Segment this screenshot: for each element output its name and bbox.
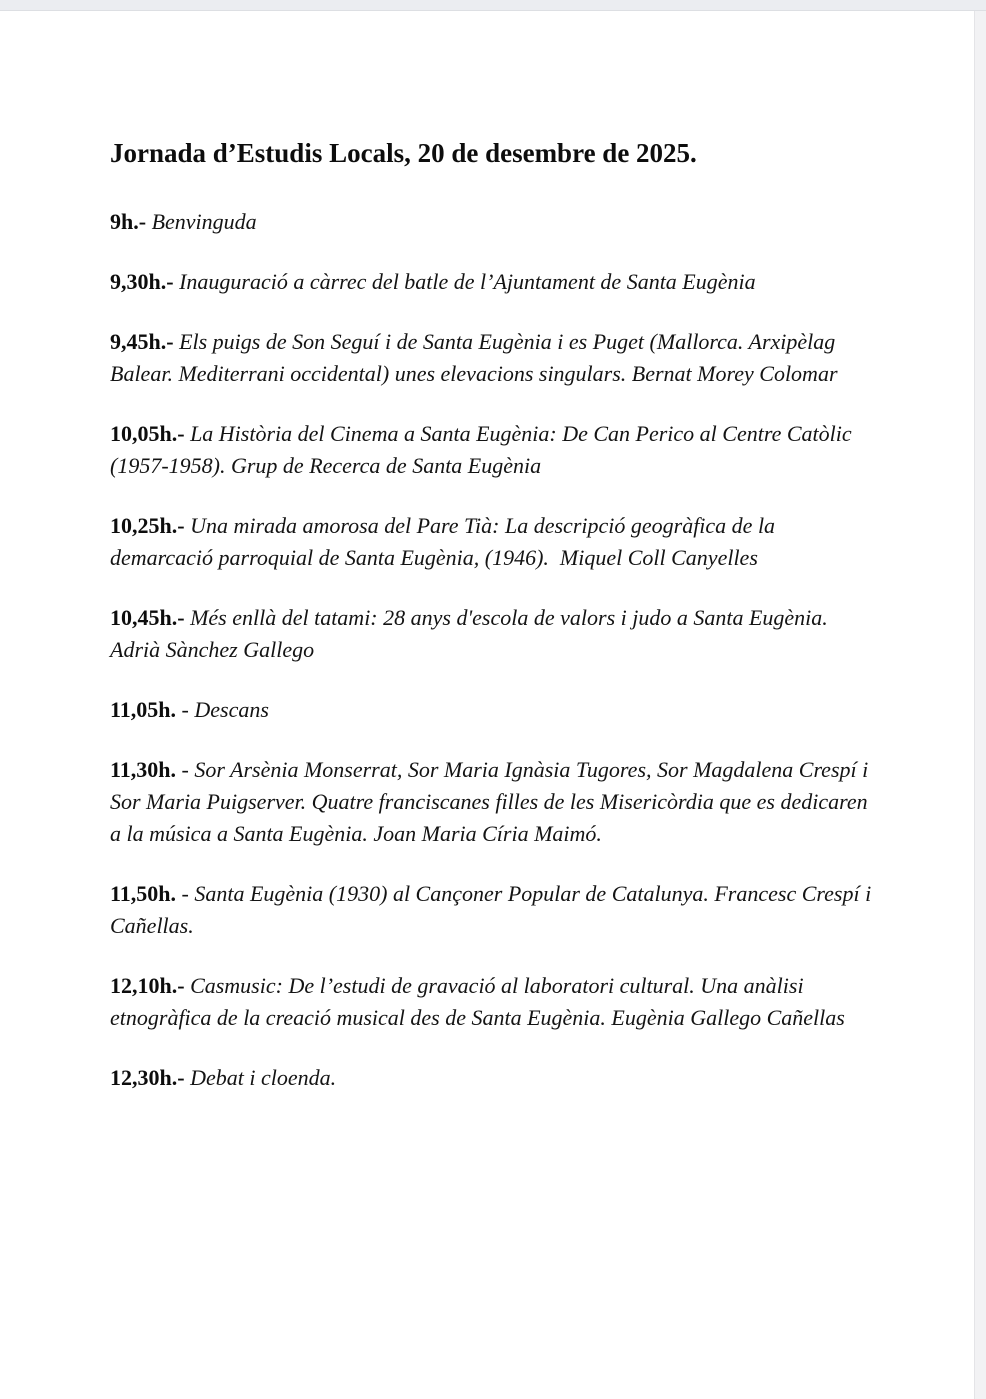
entry-description: - Santa Eugènia (1930) al Cançoner Popular de Catalunya. Francesc Crespí i Cañellas. [110, 881, 877, 938]
entry-description: Una mirada amorosa del Pare Tià: La descripció geogràfica de la demarcació parroquial de Santa Eugènia, (1946). Miquel Coll Canyelles [110, 513, 781, 570]
entry-time: 9h.- [110, 209, 147, 234]
document-page [0, 11, 974, 1399]
entry-time: 10,25h.- [110, 513, 185, 538]
entry-time: 9,30h.- [110, 269, 174, 294]
schedule-entry [110, 754, 874, 850]
entry-time: 12,10h.- [110, 973, 185, 998]
schedule-entry [110, 418, 874, 482]
entry-description: Més enllà del tatami: 28 anys d'escola de valors i judo a Santa Eugènia. Adrià Sànchez Gallego [110, 605, 833, 662]
schedule-entry [110, 1062, 874, 1094]
schedule-entry [110, 970, 874, 1034]
entry-time: 10,45h.- [110, 605, 185, 630]
entry-time: 10,05h.- [110, 421, 185, 446]
entry-description: Benvinguda [151, 209, 257, 234]
schedule-entry [110, 326, 874, 390]
entry-description: - Descans [181, 697, 269, 722]
schedule-entry [110, 206, 874, 238]
entry-time: 11,50h. [110, 881, 177, 906]
schedule-entry [110, 694, 874, 726]
entry-time: 11,30h. [110, 757, 177, 782]
scrollbar-track[interactable] [974, 11, 986, 1399]
entry-description: Inauguració a càrrec del batle de l’Ajuntament de Santa Eugènia [179, 269, 756, 294]
entry-time: 11,05h. [110, 697, 177, 722]
entry-description: Debat i cloenda. [190, 1065, 337, 1090]
entry-description: La Història del Cinema a Santa Eugènia: De Can Perico al Centre Catòlic (1957-1958). Grup de Recerca de Santa Eugènia [110, 421, 858, 478]
document-title: Jornada d’Estudis Locals, 20 de desembre de 2025. [110, 138, 697, 168]
schedule-entry [110, 602, 874, 666]
entry-description: Casmusic: De l’estudi de gravació al laboratori cultural. Una anàlisi etnogràfica de la creació musical des de Santa Eugènia. Eugènia Gallego Cañellas [110, 973, 845, 1030]
schedule-entry [110, 510, 874, 574]
entry-time: 12,30h.- [110, 1065, 185, 1090]
schedule-entry [110, 266, 874, 298]
schedule-entry [110, 878, 877, 942]
window-chrome-bar [0, 0, 986, 11]
entry-description: - Sor Arsènia Monserrat, Sor Maria Ignàsia Tugores, Sor Magdalena Crespí i Sor Maria Puigserver. Quatre franciscanes filles de les Misericòrdia que es dedicaren a la música a Santa Eugènia. Joan Maria Círia Maimó. [110, 757, 874, 846]
entry-description: Els puigs de Son Seguí i de Santa Eugènia i es Puget (Mallorca. Arxipèlag Balear. Mediterrani occidental) unes elevacions singulars. Bernat Morey Colomar [110, 329, 841, 386]
entry-time: 9,45h.- [110, 329, 174, 354]
